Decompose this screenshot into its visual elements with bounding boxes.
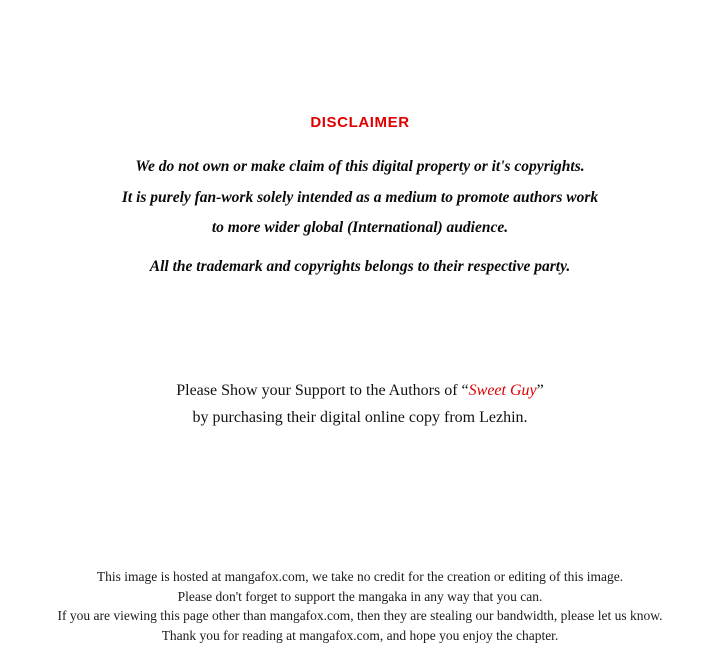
- disclaimer-heading: DISCLAIMER: [310, 114, 410, 131]
- host-notice-line: If you are viewing this page other than mangafox.com, then they are stealing our bandwidth, please let us know.: [57, 608, 663, 623]
- support-line-one: [0, 377, 720, 404]
- support-suffix-text: ”: [536, 382, 544, 399]
- support-message-block: [0, 377, 720, 431]
- support-line-two: by purchasing their digital online copy from Lezhin.: [192, 409, 528, 426]
- support-prefix-text: Please Show your Support to the Authors of “: [176, 382, 469, 399]
- host-notice-line: Thank you for reading at mangafox.com, and hope you enjoy the chapter.: [161, 627, 559, 643]
- disclaimer-text-block: [0, 152, 720, 282]
- disclaimer-line: All the trademark and copyrights belongs to their respective party.: [149, 257, 571, 275]
- disclaimer-line: to more wider global (International) audience.: [211, 219, 509, 236]
- spacer: [0, 244, 720, 252]
- series-title: Sweet Guy: [468, 382, 537, 399]
- disclaimer-line: It is purely fan-work solely intended as a medium to promote authors work: [121, 188, 599, 206]
- host-notice-block: [0, 567, 720, 645]
- disclaimer-line: We do not own or make claim of this digital property or it's copyrights.: [135, 158, 585, 175]
- host-notice-line: Please don't forget to support the mangaka in any way that you can.: [177, 588, 543, 604]
- host-notice-line: This image is hosted at mangafox.com, we take no credit for the creation or editing of this image.: [96, 569, 624, 584]
